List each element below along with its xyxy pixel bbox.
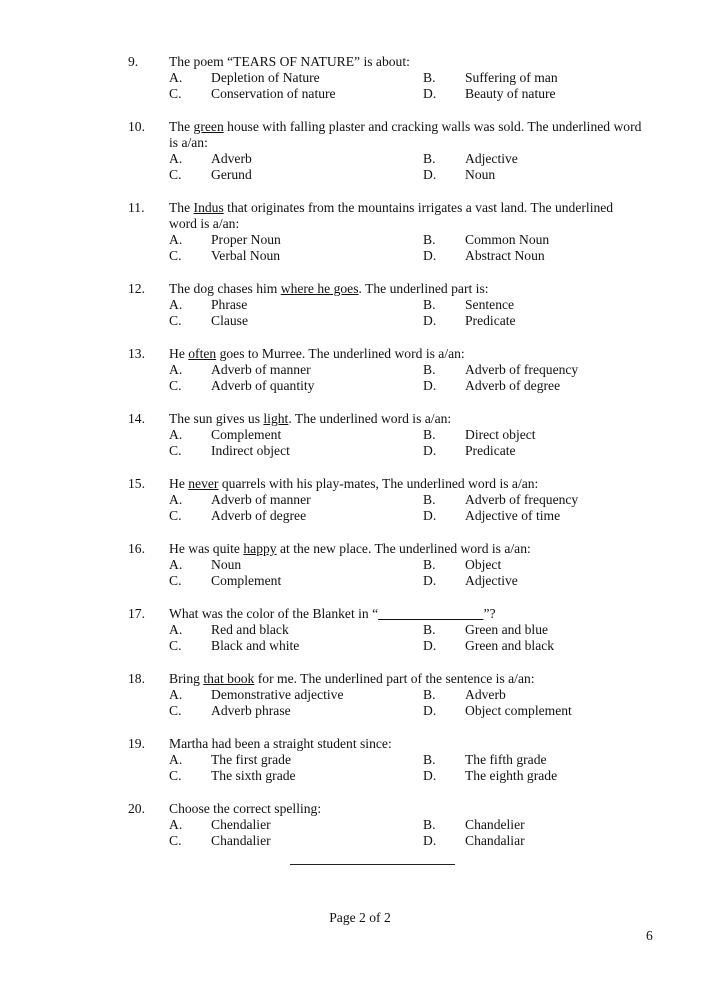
question-stem-row xyxy=(128,671,648,687)
option-text: Sentence xyxy=(465,297,515,312)
option-text: Chandelier xyxy=(465,817,525,832)
option-text: Abstract Noun xyxy=(465,248,545,263)
option-letter: D. xyxy=(423,86,437,101)
option-text: Green and black xyxy=(465,638,555,653)
options-row xyxy=(169,622,648,638)
options-row xyxy=(169,362,648,378)
options-row xyxy=(169,167,648,183)
option-letter: C. xyxy=(169,703,182,718)
option-letter: A. xyxy=(169,427,183,442)
underlined-text: happy xyxy=(243,541,277,556)
page-number: 6 xyxy=(646,928,653,943)
options-row xyxy=(169,86,648,102)
option-letter: B. xyxy=(423,622,436,637)
question-number: 18. xyxy=(128,671,145,686)
question-text-pre: Choose the correct spelling: xyxy=(169,801,322,816)
option-text: Predicate xyxy=(465,443,516,458)
option-text: Direct object xyxy=(465,427,536,442)
option-letter: D. xyxy=(423,378,437,393)
options xyxy=(169,362,648,394)
question-item xyxy=(128,736,648,784)
question-item xyxy=(128,476,648,524)
option-text: Adjective xyxy=(465,151,518,166)
option-letter: D. xyxy=(423,443,437,458)
option-text: Beauty of nature xyxy=(465,86,556,101)
option-text: Object xyxy=(465,557,502,572)
question-text xyxy=(169,671,644,687)
option-letter: B. xyxy=(423,232,436,247)
question-text-pre: The sun gives us xyxy=(169,411,264,426)
question-item xyxy=(128,671,648,719)
option-text: Chandalier xyxy=(211,833,271,848)
option-letter: C. xyxy=(169,167,182,182)
underlined-text: that book xyxy=(203,671,255,686)
question-text xyxy=(169,54,644,70)
question-text xyxy=(169,346,644,362)
options-row xyxy=(169,817,648,833)
options xyxy=(169,492,648,524)
option-letter: B. xyxy=(423,70,436,85)
option-letter: C. xyxy=(169,248,182,263)
option-letter: B. xyxy=(423,687,436,702)
question-text-pre: The xyxy=(169,119,194,134)
question-text-pre: Martha had been a straight student since: xyxy=(169,736,392,751)
options-row xyxy=(169,752,648,768)
option-letter: A. xyxy=(169,362,183,377)
question-text xyxy=(169,476,644,492)
option-letter: A. xyxy=(169,232,183,247)
options xyxy=(169,427,648,459)
options xyxy=(169,817,648,849)
options-row xyxy=(169,833,648,849)
option-text: Adverb of frequency xyxy=(465,492,579,507)
options xyxy=(169,752,648,784)
option-letter: A. xyxy=(169,151,183,166)
question-text xyxy=(169,281,644,297)
option-letter: B. xyxy=(423,817,436,832)
options xyxy=(169,70,648,102)
option-letter: A. xyxy=(169,492,183,507)
question-number: 10. xyxy=(128,119,145,134)
question-number: 11. xyxy=(128,200,145,215)
question-stem-row xyxy=(128,411,648,427)
question-stem-row xyxy=(128,346,648,362)
option-letter: D. xyxy=(423,248,437,263)
option-letter: C. xyxy=(169,508,182,523)
option-text: Complement xyxy=(211,427,282,442)
option-text: Adverb of frequency xyxy=(465,362,579,377)
option-letter: C. xyxy=(169,638,182,653)
end-divider xyxy=(290,864,455,865)
options-row xyxy=(169,557,648,573)
question-text xyxy=(169,200,644,232)
option-letter: D. xyxy=(423,638,437,653)
option-text: Noun xyxy=(211,557,242,572)
question-text-post: goes to Murree. The underlined word is a/an: xyxy=(216,346,465,361)
question-item xyxy=(128,801,648,849)
option-text: Adverb xyxy=(211,151,252,166)
question-text-pre: The xyxy=(169,200,194,215)
underlined-text: green xyxy=(193,119,224,134)
options-row xyxy=(169,297,648,313)
underlined-text: never xyxy=(188,476,219,491)
option-letter: C. xyxy=(169,378,182,393)
question-text xyxy=(169,801,644,817)
options-row xyxy=(169,687,648,703)
option-text: Complement xyxy=(211,573,282,588)
question-text-post: . The underlined part is: xyxy=(358,281,489,296)
underlined-text: Indus xyxy=(193,200,224,215)
option-letter: A. xyxy=(169,817,183,832)
underlined-text: often xyxy=(188,346,217,361)
option-text: Object complement xyxy=(465,703,572,718)
options xyxy=(169,557,648,589)
options xyxy=(169,232,648,264)
question-text xyxy=(169,411,644,427)
options-row xyxy=(169,638,648,654)
option-letter: B. xyxy=(423,297,436,312)
option-text: The first grade xyxy=(211,752,292,767)
option-text: Suffering of man xyxy=(465,70,558,85)
question-text-post: for me. The underlined part of the sentence is a/an: xyxy=(254,671,535,686)
question-item xyxy=(128,541,648,589)
options-row xyxy=(169,492,648,508)
option-letter: A. xyxy=(169,557,183,572)
options-row xyxy=(169,427,648,443)
question-stem-row xyxy=(128,200,648,232)
option-text: Noun xyxy=(465,167,496,182)
question-number: 17. xyxy=(128,606,145,621)
question-stem-row xyxy=(128,541,648,557)
question-text xyxy=(169,119,644,151)
option-text: Adverb of degree xyxy=(211,508,307,523)
options-row xyxy=(169,248,648,264)
question-text-pre: He xyxy=(169,476,189,491)
options xyxy=(169,622,648,654)
question-number: 12. xyxy=(128,281,145,296)
option-letter: C. xyxy=(169,833,182,848)
options xyxy=(169,297,648,329)
option-letter: D. xyxy=(423,573,437,588)
option-text: The eighth grade xyxy=(465,768,558,783)
option-letter: D. xyxy=(423,508,437,523)
option-text: Adverb of manner xyxy=(211,362,311,377)
option-letter: A. xyxy=(169,687,183,702)
question-stem-row xyxy=(128,54,648,70)
option-letter: C. xyxy=(169,313,182,328)
question-text-pre: What was the color of the Blanket in “ xyxy=(169,606,379,621)
question-text-pre: Bring xyxy=(169,671,204,686)
option-text: Red and black xyxy=(211,622,289,637)
options-row xyxy=(169,768,648,784)
option-text: Chendalier xyxy=(211,817,271,832)
options xyxy=(169,151,648,183)
question-stem-row xyxy=(128,606,648,622)
options-row xyxy=(169,443,648,459)
question-text-post: quarrels with his play-mates, The underlined word is a/an: xyxy=(218,476,539,491)
option-letter: A. xyxy=(169,622,183,637)
option-letter: D. xyxy=(423,833,437,848)
question-item xyxy=(128,606,648,654)
underlined-text: light xyxy=(263,411,289,426)
question-number: 16. xyxy=(128,541,145,556)
option-text: The sixth grade xyxy=(211,768,296,783)
question-item xyxy=(128,119,648,183)
question-number: 9. xyxy=(128,54,139,69)
question-item xyxy=(128,346,648,394)
question-text-pre: He was quite xyxy=(169,541,244,556)
options-row xyxy=(169,573,648,589)
option-letter: A. xyxy=(169,70,183,85)
option-letter: D. xyxy=(423,768,437,783)
question-text-post: . The underlined word is a/an: xyxy=(288,411,452,426)
option-letter: B. xyxy=(423,492,436,507)
options-row xyxy=(169,151,648,167)
options-row xyxy=(169,703,648,719)
option-letter: D. xyxy=(423,703,437,718)
question-stem-row xyxy=(128,281,648,297)
options xyxy=(169,687,648,719)
option-letter: C. xyxy=(169,443,182,458)
option-text: The fifth grade xyxy=(465,752,547,767)
option-letter: B. xyxy=(423,557,436,572)
options-row xyxy=(169,378,648,394)
question-list xyxy=(128,54,648,866)
option-letter: D. xyxy=(423,167,437,182)
question-item xyxy=(128,411,648,459)
question-item xyxy=(128,200,648,264)
question-number: 19. xyxy=(128,736,145,751)
option-text: Common Noun xyxy=(465,232,550,247)
option-letter: B. xyxy=(423,362,436,377)
option-letter: C. xyxy=(169,573,182,588)
option-text: Gerund xyxy=(211,167,252,182)
question-stem-row xyxy=(128,801,648,817)
question-text xyxy=(169,606,644,622)
option-letter: A. xyxy=(169,297,183,312)
option-letter: B. xyxy=(423,752,436,767)
option-text: Black and white xyxy=(211,638,300,653)
question-text-post: ”? xyxy=(483,606,496,621)
option-text: Predicate xyxy=(465,313,516,328)
question-text-pre: The poem “TEARS OF NATURE” is about: xyxy=(169,54,410,69)
option-text: Chandaliar xyxy=(465,833,525,848)
option-text: Depletion of Nature xyxy=(211,70,320,85)
option-text: Verbal Noun xyxy=(211,248,281,263)
option-text: Adverb xyxy=(465,687,506,702)
options-row xyxy=(169,313,648,329)
question-text-post: that originates from the mountains irrigates a vast land. The underlined word is a/an: xyxy=(169,200,614,231)
option-letter: C. xyxy=(169,86,182,101)
option-letter: B. xyxy=(423,151,436,166)
option-text: Conservation of nature xyxy=(211,86,336,101)
option-text: Clause xyxy=(211,313,248,328)
question-number: 20. xyxy=(128,801,145,816)
question-number: 15. xyxy=(128,476,145,491)
option-text: Indirect object xyxy=(211,443,290,458)
question-item xyxy=(128,54,648,102)
option-letter: D. xyxy=(423,313,437,328)
option-text: Green and blue xyxy=(465,622,549,637)
option-text: Adverb of manner xyxy=(211,492,311,507)
question-item xyxy=(128,281,648,329)
question-text-pre: The dog chases him xyxy=(169,281,281,296)
question-text xyxy=(169,541,644,557)
page-footer: Page 2 of 2 xyxy=(329,910,391,925)
question-stem-row xyxy=(128,476,648,492)
option-letter: B. xyxy=(423,427,436,442)
question-number: 14. xyxy=(128,411,145,426)
question-stem-row xyxy=(128,119,648,151)
option-text: Adverb of quantity xyxy=(211,378,315,393)
question-text-post: house with falling plaster and cracking walls was sold. The underlined word is a/an: xyxy=(169,119,642,150)
question-text-pre: He xyxy=(169,346,189,361)
options-row xyxy=(169,508,648,524)
question-text-post: at the new place. The underlined word is a/an: xyxy=(276,541,531,556)
option-text: Adverb phrase xyxy=(211,703,291,718)
underlined-text xyxy=(378,606,483,621)
question-stem-row xyxy=(128,736,648,752)
option-text: Demonstrative adjective xyxy=(211,687,344,702)
option-text: Adverb of degree xyxy=(465,378,561,393)
option-text: Phrase xyxy=(211,297,248,312)
underlined-text: where he goes xyxy=(280,281,359,296)
question-number: 13. xyxy=(128,346,145,361)
options-row xyxy=(169,232,648,248)
options-row xyxy=(169,70,648,86)
question-text xyxy=(169,736,644,752)
option-letter: A. xyxy=(169,752,183,767)
option-text: Adjective of time xyxy=(465,508,561,523)
option-text: Adjective xyxy=(465,573,518,588)
option-letter: C. xyxy=(169,768,182,783)
option-text: Proper Noun xyxy=(211,232,281,247)
